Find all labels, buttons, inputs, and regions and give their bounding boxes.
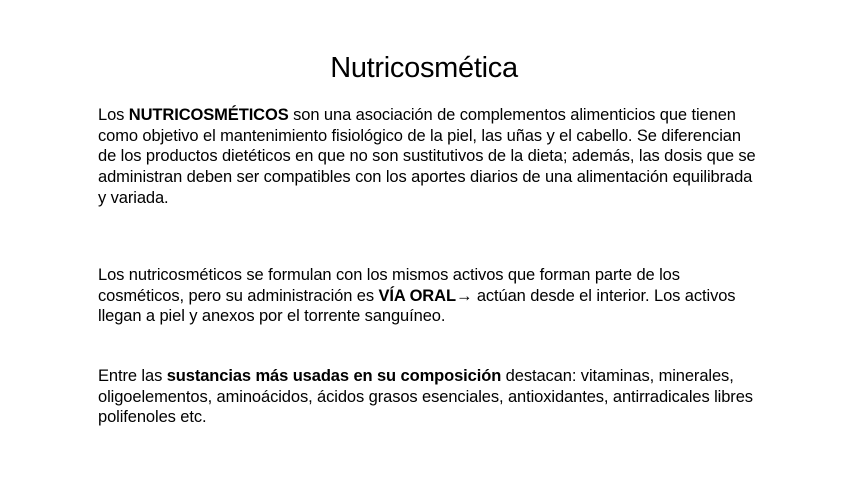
paragraph-definition-bold: NUTRICOSMÉTICOS xyxy=(128,106,289,124)
paragraph-definition-rest: son una asociación de complementos alimenticios que tienen como objetivo el mantenimiento fisiológico de la piel, las uñas y el cabello. Se diferencian de los productos dietéticos en que no son sustitutivos de la dieta; además, las dosis que se administran deben ser compatibles con los aportes diarios de una alimentación equilibrada y variada. xyxy=(98,106,756,207)
paragraph-substances-intro: Entre las xyxy=(98,367,167,385)
paragraph-definition-intro: Los xyxy=(98,106,129,124)
paragraph-substances xyxy=(98,366,758,428)
paragraph-substances-bold: sustancias más usadas en su composición xyxy=(166,367,502,385)
slide-title: Nutricosmética xyxy=(330,52,518,84)
paragraph-definition xyxy=(98,105,758,209)
paragraph-administration-rest: → actúan desde el interior. Los activos llegan a piel y anexos por el torrente sanguíneo. xyxy=(98,286,736,326)
paragraph-administration xyxy=(98,265,758,327)
paragraph-substances-rest: destacan: vitaminas, minerales, oligoelementos, aminoácidos, ácidos grasos esenciales, antioxidantes, antirradicales libres polifenoles etc. xyxy=(98,367,753,427)
paragraph-administration-intro: Los nutricosméticos se formulan con los mismos activos que forman parte de los cosméticos, pero su administración es xyxy=(98,266,680,305)
paragraph-administration-bold: VÍA ORAL xyxy=(378,286,456,305)
